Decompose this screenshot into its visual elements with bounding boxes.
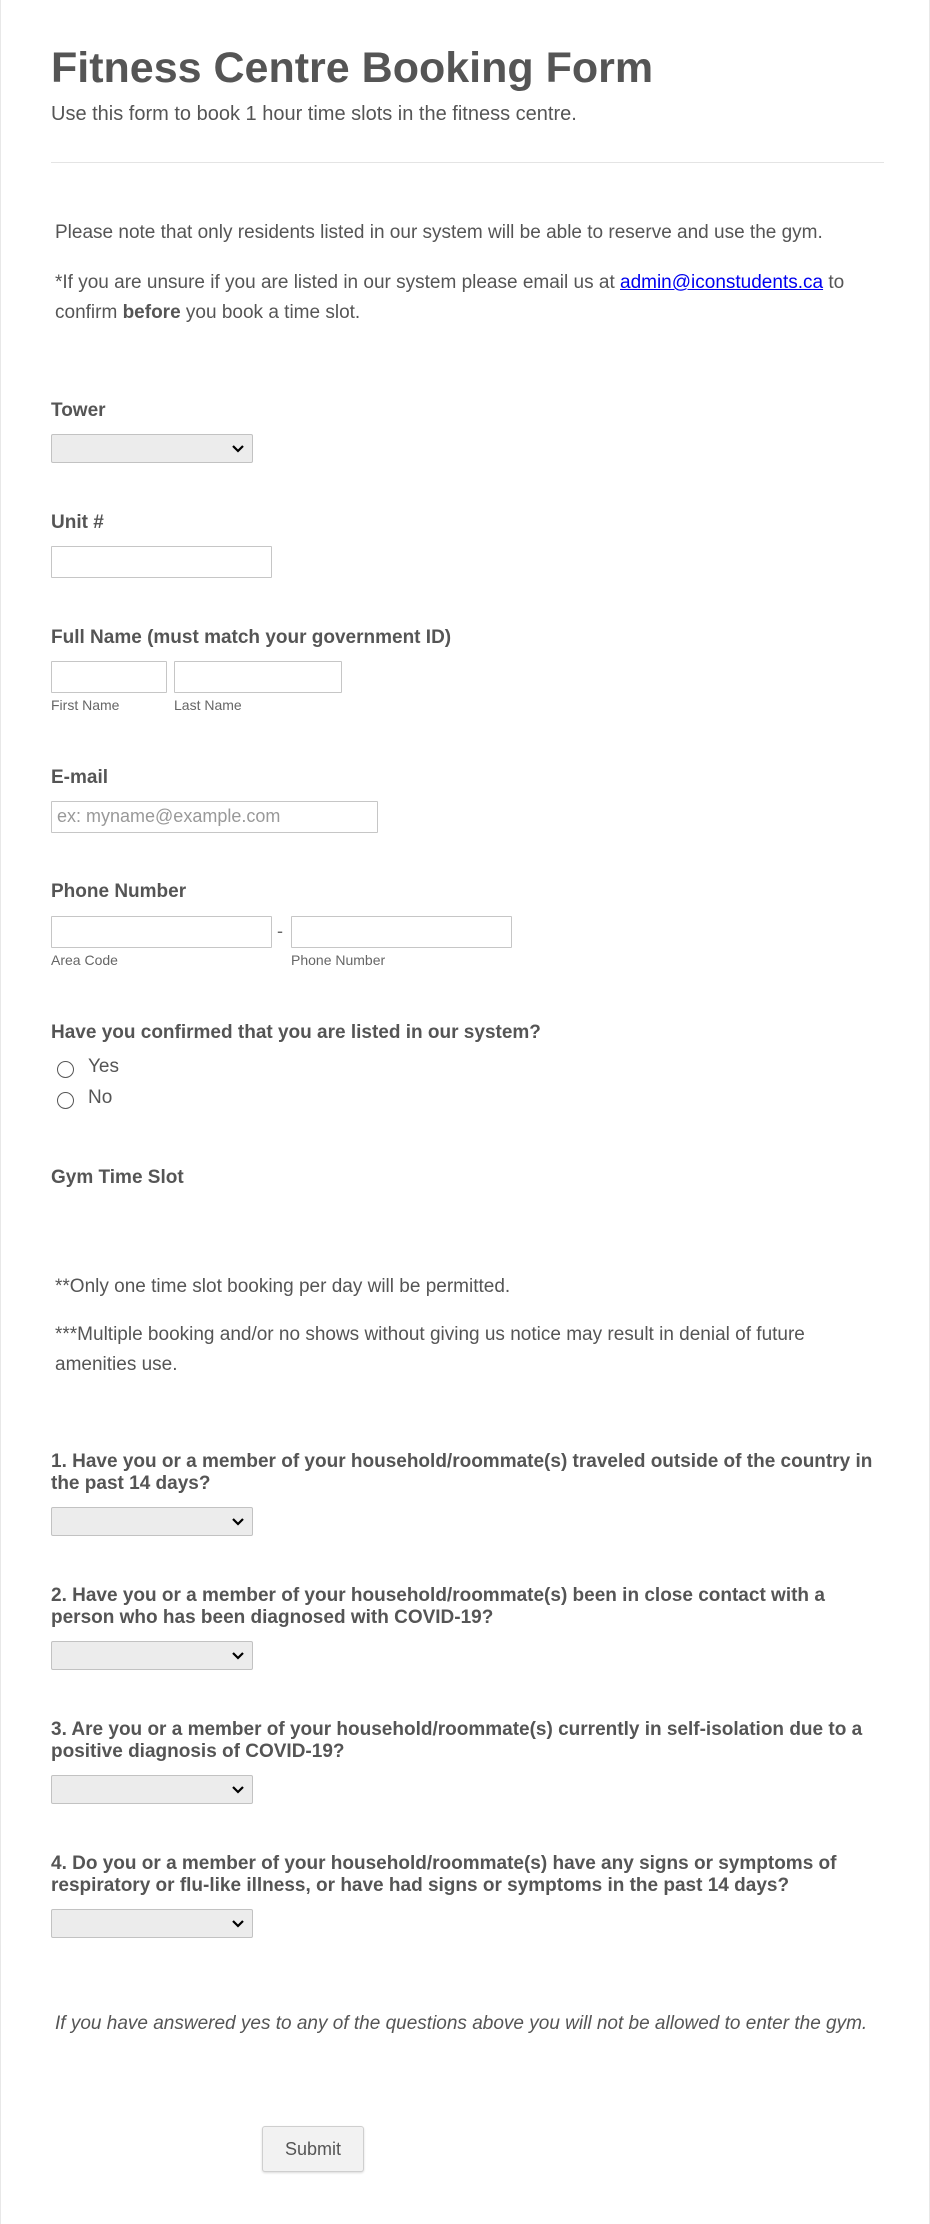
last-name-sublabel: Last Name: [174, 697, 242, 713]
page-subtitle: Use this form to book 1 hour time slots in the fitness centre.: [51, 103, 577, 125]
unit-input[interactable]: [51, 546, 272, 578]
chevron-down-icon: [228, 1776, 248, 1803]
phone-label: Phone Number: [51, 881, 187, 902]
header-divider: [51, 162, 884, 163]
intro-note-3-tail: you book a time slot.: [180, 302, 361, 323]
radio-no-label[interactable]: No: [88, 1087, 113, 1108]
first-name-input[interactable]: [51, 661, 167, 693]
phone-separator: -: [277, 921, 283, 941]
slot-note-2: ***Multiple booking and/or no shows without giving us notice may result in denial of future: [55, 1324, 805, 1345]
area-code-input[interactable]: [51, 916, 272, 948]
intro-note-2-tail: to: [823, 272, 845, 293]
phone-number-input[interactable]: [291, 916, 512, 948]
admin-email-link[interactable]: admin@iconstudents.ca: [620, 272, 824, 293]
tower-select[interactable]: [51, 434, 253, 463]
intro-note-3: [55, 298, 360, 328]
phone-number-sublabel: Phone Number: [291, 952, 386, 968]
confirmed-label: Have you confirmed that you are listed in our system?: [51, 1022, 541, 1043]
last-name-input[interactable]: [174, 661, 342, 693]
slot-note-1: **Only one time slot booking per day will be permitted.: [55, 1276, 511, 1297]
question-3-label: 3. Are you or a member of your household/roommate(s) currently in self-isolation due to a positive diagnosis of COVID-19?: [51, 1719, 863, 1762]
radio-no[interactable]: [57, 1092, 74, 1109]
chevron-down-icon: [228, 1910, 248, 1937]
intro-note-3-bold: before: [122, 302, 181, 323]
unit-label: Unit #: [51, 512, 104, 533]
question-2-select[interactable]: [51, 1641, 253, 1670]
radio-yes[interactable]: [57, 1061, 74, 1078]
question-2-label: 2. Have you or a member of your household/roommate(s) been in close contact with a person who has been diagnosed with COVID-19?: [51, 1585, 825, 1628]
question-4-label: 4. Do you or a member of your household/roommate(s) have any signs or symptoms of respiratory or flu-like illness, or have had signs or symptoms in the past 14 days?: [51, 1853, 837, 1896]
question-1-select[interactable]: [51, 1507, 253, 1536]
intro-note-2: [55, 268, 844, 298]
email-field[interactable]: ex: myname@example.com: [51, 801, 378, 833]
chevron-down-icon: [228, 1642, 248, 1669]
tower-label: Tower: [51, 400, 106, 421]
question-1-label: 1. Have you or a member of your household/roommate(s) traveled outside of the country in the past 14 days?: [51, 1451, 873, 1494]
chevron-down-icon: [228, 435, 248, 462]
question-3-select[interactable]: [51, 1775, 253, 1804]
area-code-sublabel: Area Code: [51, 952, 118, 968]
question-4-select[interactable]: [51, 1909, 253, 1938]
first-name-sublabel: First Name: [51, 697, 120, 713]
gym-slot-label: Gym Time Slot: [51, 1167, 184, 1188]
intro-note-3-text: confirm: [55, 302, 123, 323]
slot-note-3: amenities use.: [55, 1354, 178, 1375]
radio-yes-label[interactable]: Yes: [88, 1056, 119, 1077]
page-title: Fitness Centre Booking Form: [51, 44, 654, 92]
email-label: E-mail: [51, 767, 109, 788]
footer-warning: If you have answered yes to any of the questions above you will not be allowed to enter the gym.: [55, 2013, 868, 2034]
intro-note-1: Please note that only residents listed in our system will be able to reserve and use the gym.: [55, 222, 823, 243]
intro-note-2-text: *If you are unsure if you are listed in our system please email us at: [55, 272, 620, 293]
chevron-down-icon: [228, 1508, 248, 1535]
full-name-label: Full Name (must match your government ID): [51, 627, 452, 648]
submit-button[interactable]: Submit: [262, 2126, 364, 2172]
